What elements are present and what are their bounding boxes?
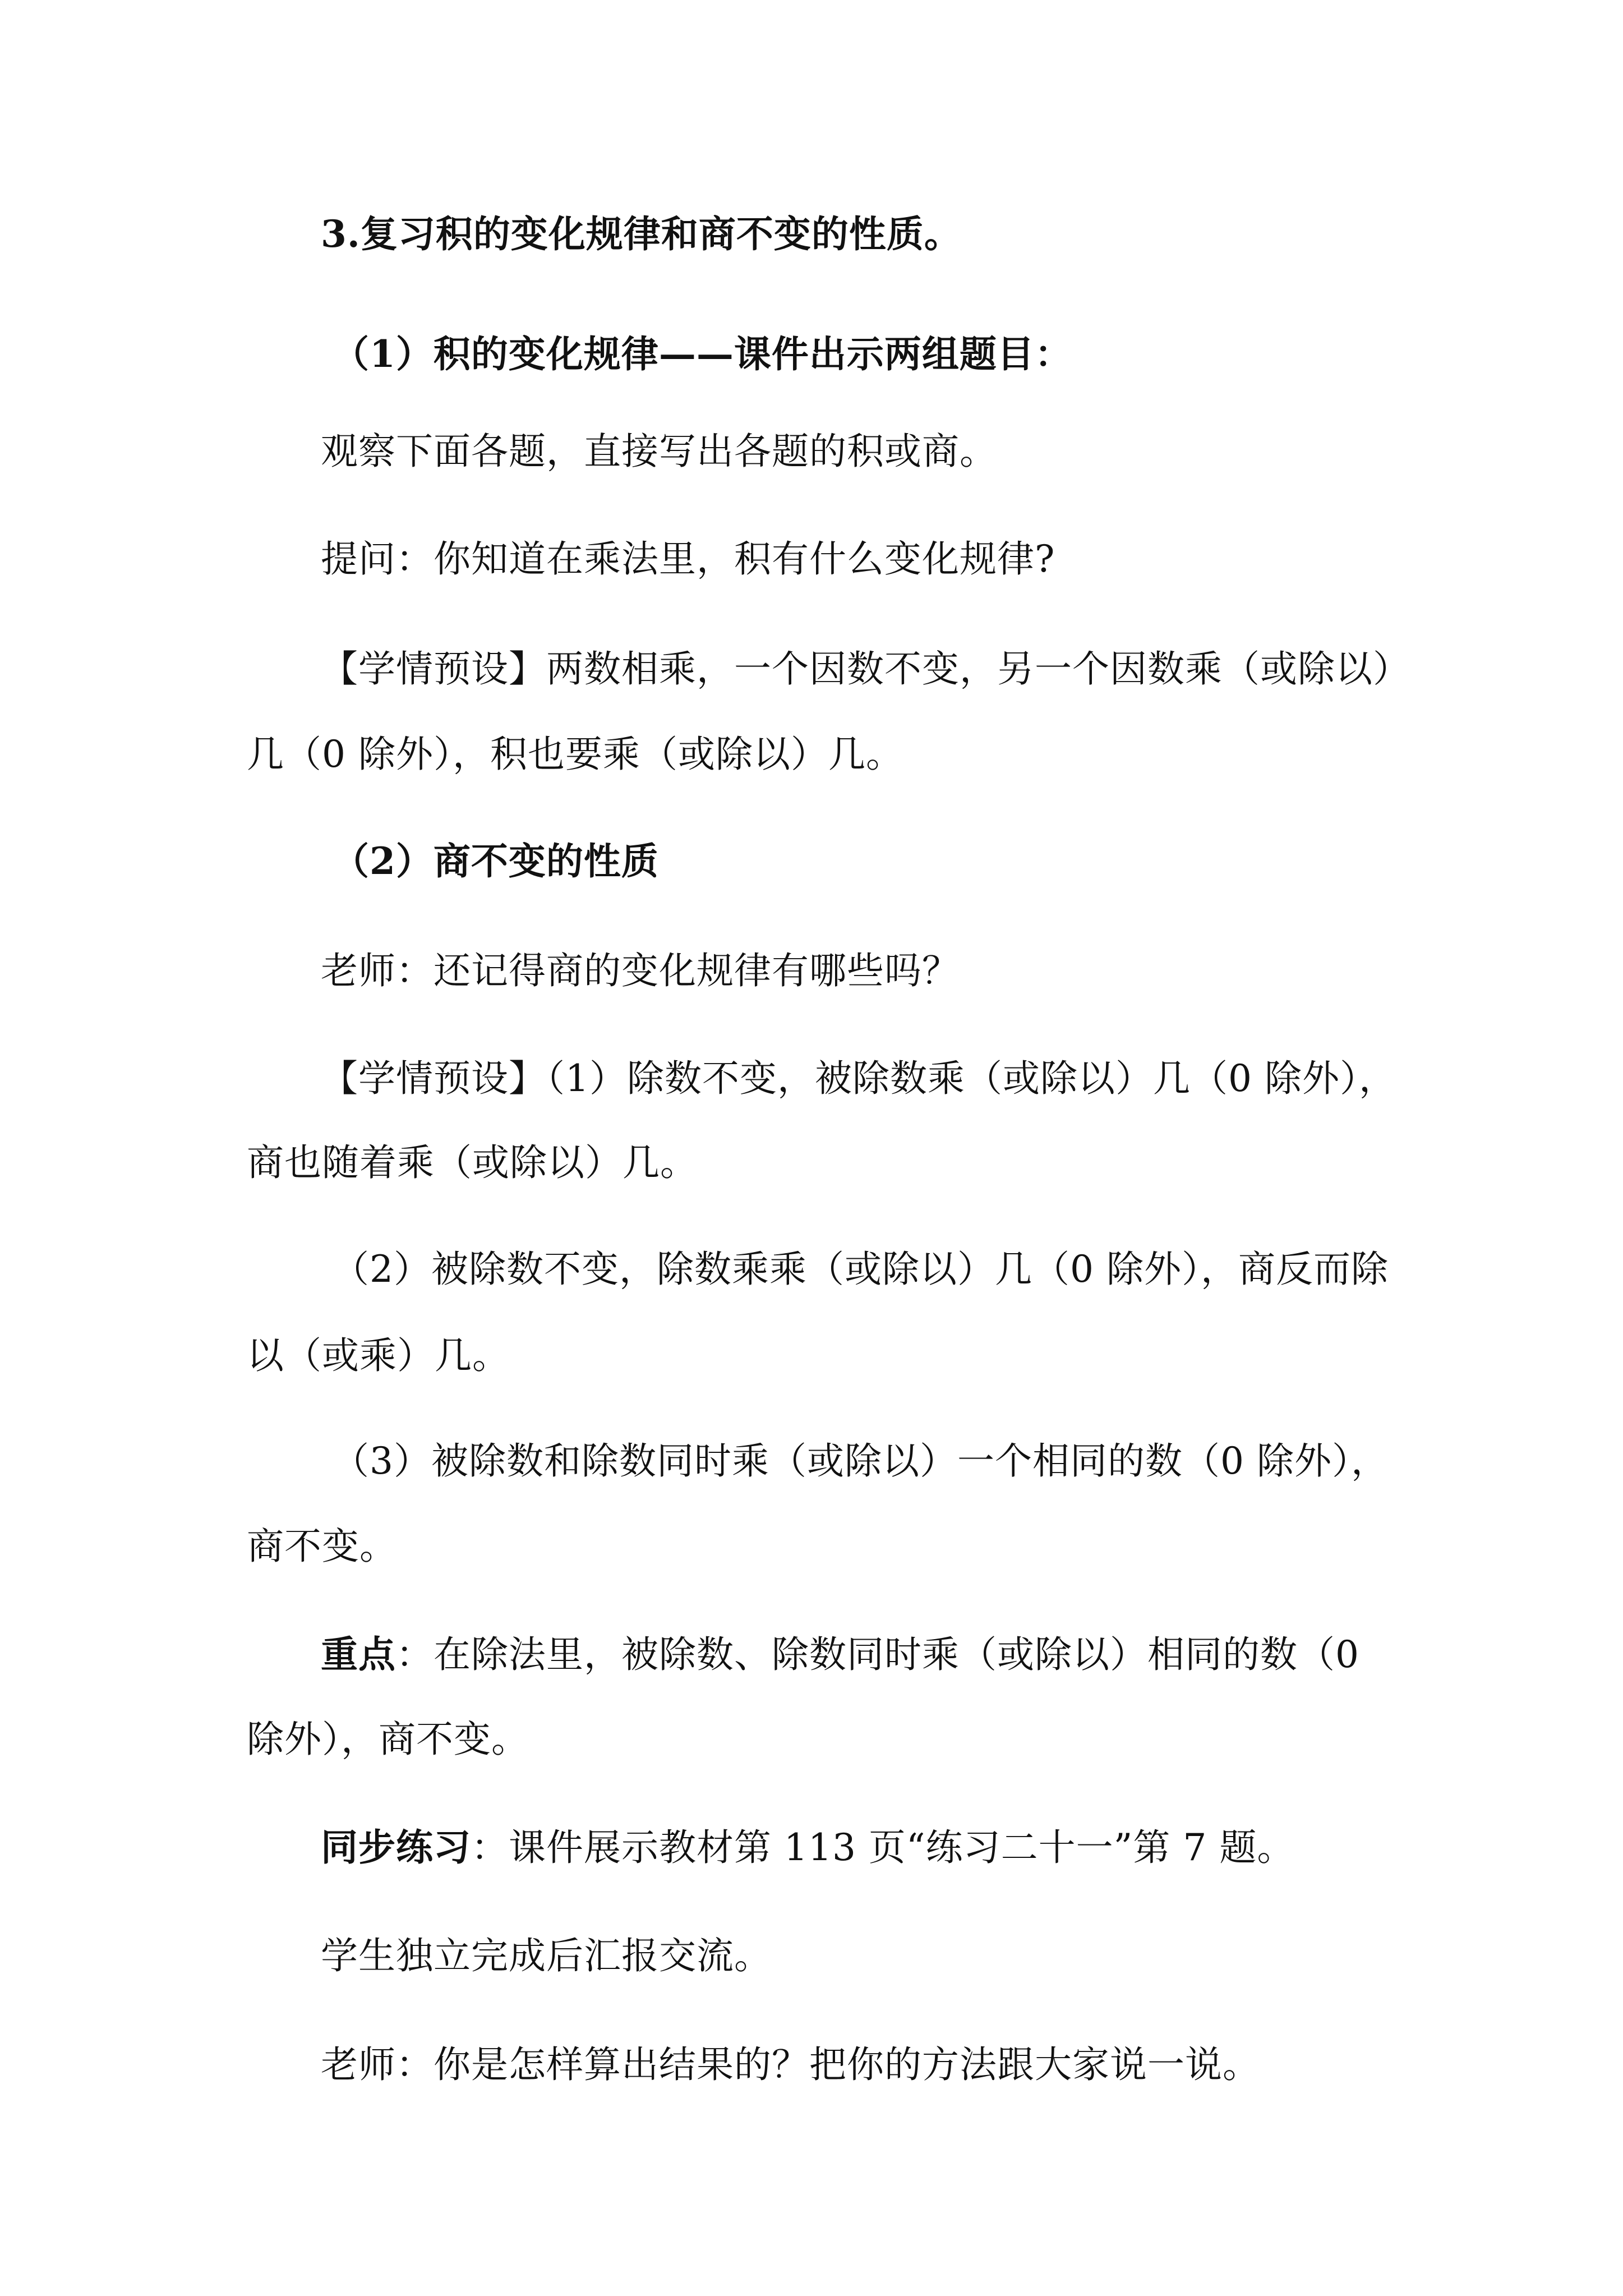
key-point-label: 重点 — [321, 1632, 396, 1676]
paragraph-rule-3-line-1: （3）被除数和除数同时乘（或除以）一个相同的数（0 除外）， — [332, 1439, 1389, 1483]
practice-label: 同步练习 — [321, 1825, 471, 1869]
key-point-text: ：在除法里，被除数、除数同时乘（或除以）相同的数（0 — [396, 1633, 1359, 1676]
paragraph-key-point-line-1 — [321, 1629, 1359, 1680]
paragraph-key-point-line-2: 除外），商不变。 — [247, 1718, 529, 1761]
paragraph-rule-2-line-1: （2）被除数不变，除数乘乘（或除以）几（0 除外），商反而除 — [332, 1248, 1389, 1291]
paragraph-preset-2-line-2: 商也随着乘（或除以）几。 — [247, 1141, 698, 1184]
paragraph-practice — [321, 1822, 1294, 1873]
paragraph-preset-1-line-1: 【学情预设】两数相乘，一个因数不变，另一个因数乘（或除以） — [321, 647, 1410, 691]
paragraph-teacher-method: 老师：你是怎样算出结果的？把你的方法跟大家说一说。 — [321, 2043, 1260, 2086]
paragraph-observe: 观察下面各题，直接写出各题的积或商。 — [321, 430, 997, 473]
paragraph-preset-2-line-1: 【学情预设】（1）除数不变，被除数乘（或除以）几（0 除外）， — [321, 1057, 1396, 1100]
paragraph-preset-1-line-2: 几（0 除外），积也要乘（或除以）几。 — [247, 733, 903, 776]
paragraph-rule-3-line-2: 商不变。 — [247, 1525, 397, 1568]
paragraph-students: 学生独立完成后汇报交流。 — [321, 1934, 772, 1977]
subsection-heading-product-rule: （1）积的变化规律——课件出示两组题目： — [332, 332, 1072, 376]
subsection-heading-quotient-rule: （2）商不变的性质 — [332, 839, 659, 883]
paragraph-rule-2-line-2: 以（或乘）几。 — [247, 1334, 510, 1377]
section-heading: 3.复习积的变化规律和商不变的性质。 — [321, 212, 962, 256]
paragraph-question: 提问：你知道在乘法里，积有什么变化规律? — [321, 537, 1055, 581]
paragraph-teacher-question: 老师：还记得商的变化规律有哪些吗？ — [321, 949, 960, 992]
practice-text: ：课件展示教材第 113 页“练习二十一”第 7 题。 — [471, 1826, 1295, 1869]
